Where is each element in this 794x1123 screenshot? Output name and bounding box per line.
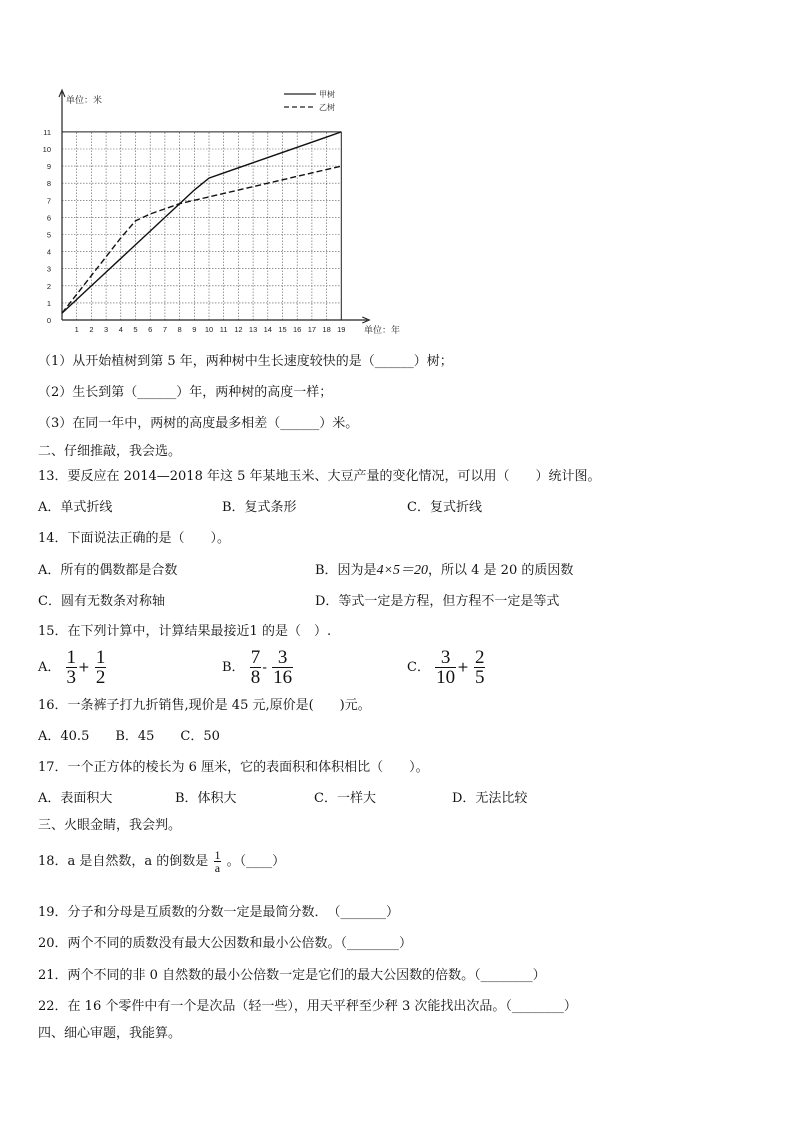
x-tick-label: 5: [133, 325, 138, 334]
tree-growth-chart: [40, 80, 420, 342]
q12-sub3: （3）在同一年中，两树的高度最多相差（______）米。: [38, 416, 359, 431]
chart-grid: [62, 132, 341, 320]
chart-axes: [59, 90, 369, 323]
x-tick-label: 1: [74, 325, 79, 334]
chart-legend: [284, 89, 335, 112]
q17-option-d[interactable]: D．无法比较: [452, 791, 528, 806]
q15-c-fraction-1: $\frac{3}{10}$: [436, 647, 456, 688]
y-tick-label: 11: [43, 127, 51, 137]
section-3-heading: 三、火眼金睛，我会判。: [38, 818, 182, 833]
q15-b-operator: -: [262, 659, 267, 676]
y-tick-label: 10: [42, 145, 51, 154]
x-tick-label: 9: [192, 325, 197, 334]
q13-stem: 13．要反应在 2014—2018 年这 5 年某地玉米、大豆产量的变化情况，可以用（ ）统计图。: [38, 469, 601, 484]
x-tick-label: 4: [118, 325, 123, 334]
q15-option-b[interactable]: [222, 648, 294, 687]
y-tick-label: 7: [46, 196, 51, 206]
q12-sub2: （2）生长到第（______）年，两种树的高度一样；: [38, 385, 333, 400]
q13-option-b[interactable]: B．复式条形: [222, 500, 297, 515]
q12-sub1: （1）从开始植树到第 5 年，两种树中生长速度较快的是（______）树；: [38, 354, 453, 369]
y-tick-label: 9: [46, 162, 51, 172]
y-tick-label: 5: [46, 230, 51, 240]
q14-b-suffix: ，所以 4 是 20 的质因数: [428, 563, 574, 578]
q15-c-label: C．: [407, 660, 430, 675]
q18-text: 18．a 是自然数，a 的倒数是: [38, 854, 209, 869]
x-tick-label: 8: [177, 325, 182, 334]
q14-option-c[interactable]: C．圆有无数条对称轴: [38, 594, 165, 609]
x-axis-label: 单位：年: [364, 325, 401, 335]
q22: 22．在 16 个零件中有一个是次品（轻一些），用天平秤至少秤 3 次能找出次品。（________）: [38, 999, 577, 1014]
x-tick-label: 3: [104, 325, 109, 334]
q17-option-a[interactable]: A．表面积大: [38, 791, 113, 806]
q15-a-fraction-1: $\frac{1}{3}$: [66, 647, 77, 688]
q14-b-equation: 4×5＝20: [376, 563, 429, 578]
x-tick-label: 11: [219, 325, 228, 334]
x-tick-label: 14: [263, 325, 272, 334]
q15-b-fraction-1: $\frac{7}{8}$: [250, 647, 261, 688]
q21: 21．两个不同的非 0 自然数的最小公倍数一定是它们的最大公因数的倍数。（________）: [38, 968, 546, 983]
q17-option-b[interactable]: B．体积大: [175, 791, 237, 806]
y-tick-label: 2: [46, 281, 51, 291]
x-tick-label: 2: [89, 325, 94, 334]
q14-option-b[interactable]: [315, 562, 573, 580]
x-tick-label: 6: [148, 325, 153, 334]
y-tick-label: 3: [46, 264, 51, 274]
x-tick-label: 16: [293, 325, 302, 334]
section-2-heading: 二、仔细推敲，我会选。: [38, 444, 182, 459]
x-tick-label: 19: [337, 325, 346, 334]
x-tick-label: 10: [204, 325, 214, 334]
x-tick-label: 7: [162, 325, 167, 334]
q15-option-c[interactable]: [407, 648, 486, 687]
q15-a-operator: +: [78, 659, 90, 676]
q17-stem: 17．一个正方体的棱长为 6 厘米，它的表面积和体积相比（ ）。: [38, 760, 429, 775]
q14-option-a[interactable]: A．所有的偶数都是合数: [38, 563, 178, 578]
q16-options[interactable]: A．40.5 B．45 C．50: [38, 729, 220, 744]
x-tick-label: 13: [248, 325, 258, 334]
q13-option-c[interactable]: C．复式折线: [407, 500, 482, 515]
y-tick-labels: [43, 128, 51, 325]
q19: 19．分子和分母是互质数的分数一定是最简分数． （_______）: [38, 905, 400, 920]
q14-option-d[interactable]: D．等式一定是方程，但方程不一定是等式: [315, 594, 560, 609]
q15-b-fraction-2: $\frac{3}{16}$: [273, 647, 293, 688]
x-tick-label: 15: [278, 325, 287, 334]
q15-a-label: A．: [38, 660, 61, 675]
y-tick-label: 0: [46, 316, 51, 325]
series-line-yi: [62, 166, 341, 313]
q17-option-c[interactable]: C．一样大: [314, 791, 376, 806]
y-axis-label: 单位：米: [66, 95, 103, 105]
y-tick-label: 6: [46, 213, 51, 223]
q15-a-fraction-2: $\frac{1}{2}$: [95, 647, 106, 688]
x-tick-label: 17: [307, 325, 317, 334]
q16-stem: 16．一条裤子打九折销售,现价是 45 元,原价是( )元。: [38, 698, 371, 713]
q15-stem: 15．在下列计算中，计算结果最接近1 的是（ ）.: [38, 624, 332, 639]
q15-b-label: B．: [222, 660, 245, 675]
q18-fraction: $\frac{1}{a}$: [214, 848, 221, 875]
x-tick-labels: [75, 325, 346, 334]
y-tick-label: 1: [46, 298, 51, 308]
section-4-heading: 四、细心审题，我能算。: [38, 1026, 182, 1041]
q15-c-operator: +: [457, 659, 469, 676]
legend-series-2: 乙树: [319, 103, 335, 112]
q18: [38, 849, 285, 874]
q14-b-prefix: B．因为是: [315, 563, 377, 578]
q20: 20．两个不同的质数没有最大公因数和最小公倍数。（________）: [38, 936, 413, 951]
x-tick-label: 12: [234, 325, 243, 334]
q15-c-fraction-2: $\frac{2}{5}$: [474, 647, 485, 688]
q14-stem: 14．下面说法正确的是（ ）。: [38, 531, 231, 546]
x-tick-label: 18: [322, 325, 331, 334]
y-tick-label: 4: [46, 247, 51, 257]
legend-series-1: 甲树: [319, 90, 335, 99]
y-tick-label: 8: [46, 179, 51, 189]
q18-answer-blank: 。（____）: [226, 854, 286, 869]
q13-option-a[interactable]: A．单式折线: [38, 500, 113, 515]
q15-option-a[interactable]: [38, 648, 107, 687]
